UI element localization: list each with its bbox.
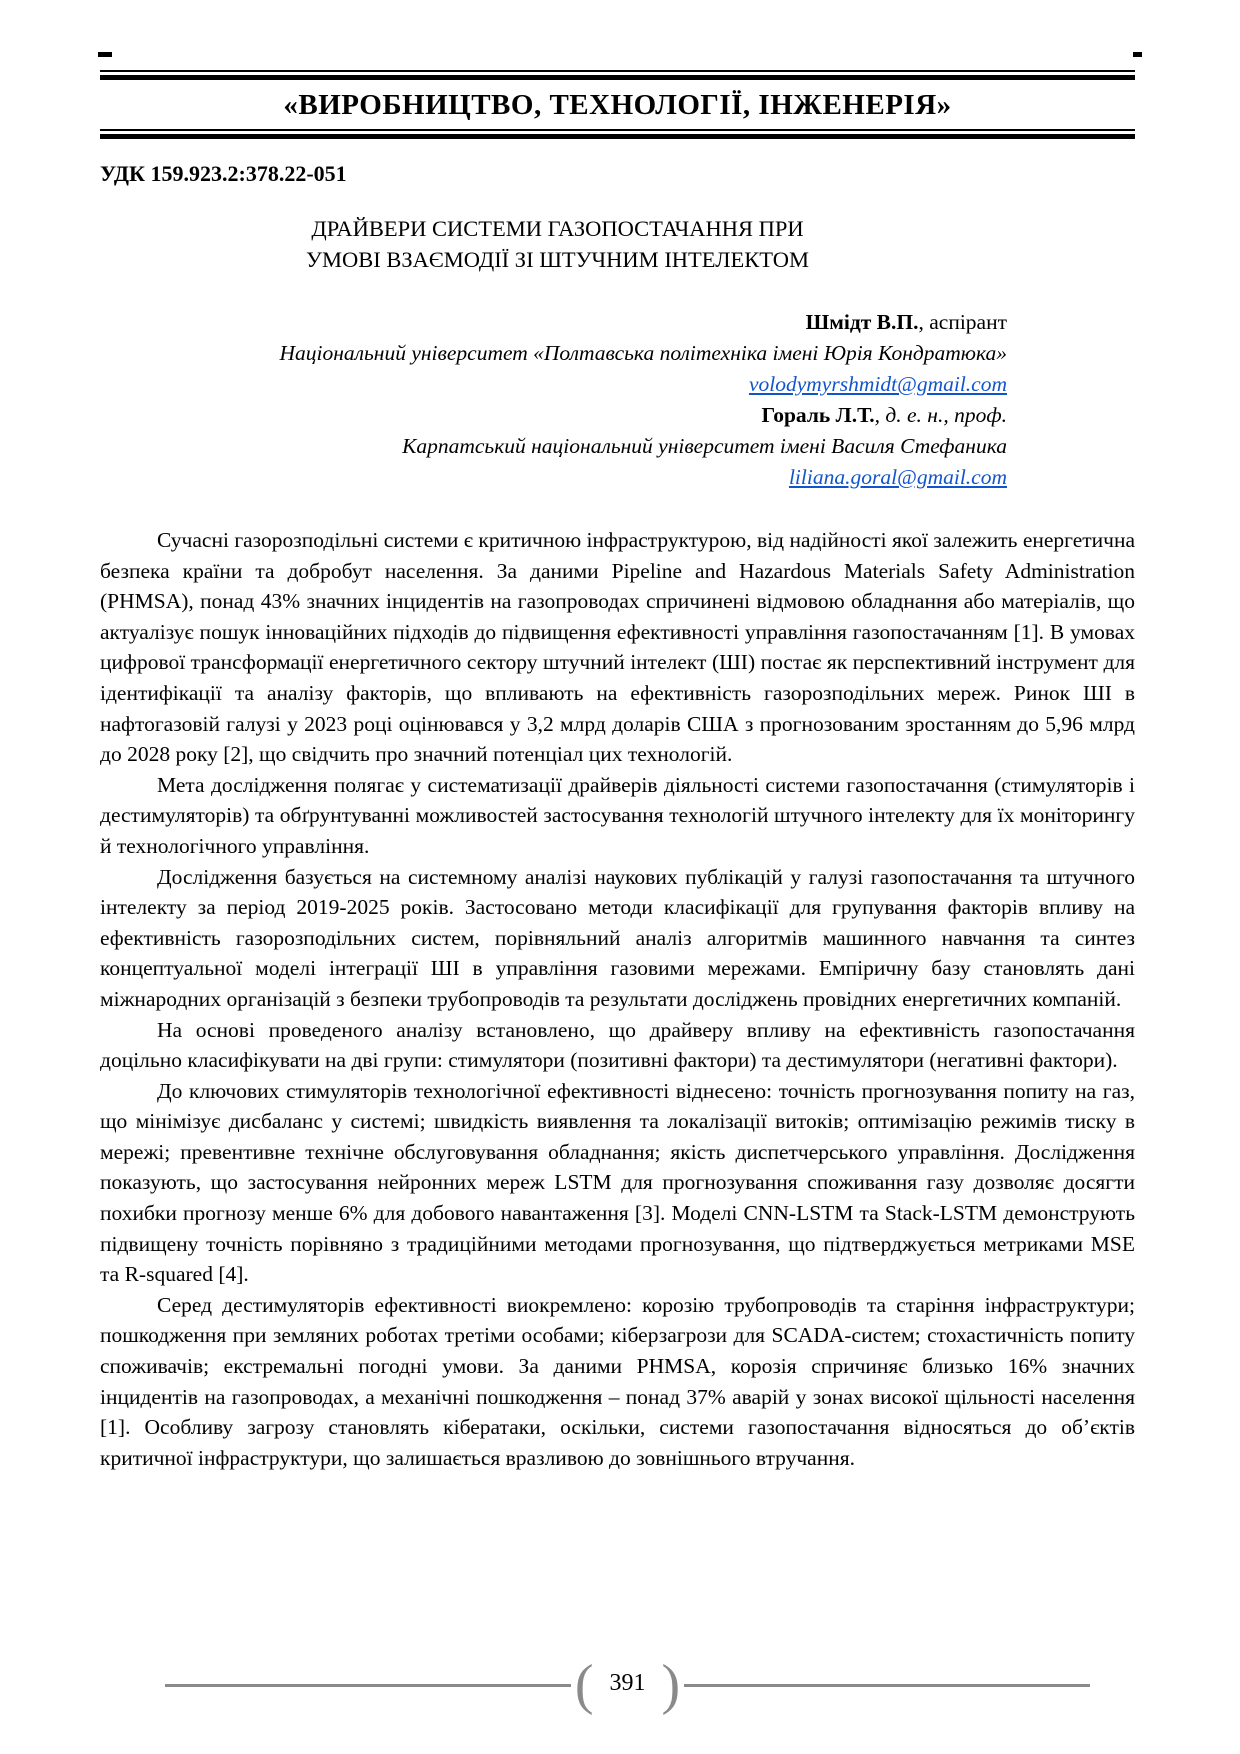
scan-corner-mark-right	[1133, 52, 1142, 57]
author-1-email-link[interactable]: volodymyrshmidt@gmail.com	[748, 372, 1007, 396]
author-1-role: , аспірант	[918, 310, 1007, 334]
paragraph-methodology: Дослідження базується на системному аналізі наукових публікацій у галузі газопостачання та штучного інтелекту за період 2019-2025 років. Застосовано методи класифікації для групування факторів впливу на ефективність газорозподільних систем, порівняльний аналіз алгоритмів машинного навчання та синтез концептуальної моделі інтеграції ШІ в управління газовими мережами. Емпіричну базу становлять дані міжнародних організацій з безпеки трубопроводів та результати досліджень провідних енергетичних компаній.	[100, 864, 1135, 1011]
footer-rule-left	[165, 1684, 571, 1687]
paragraph-destimulators: Серед дестимуляторів ефективності виокремлено: корозію трубопроводів та старіння інфраструктури; пошкодження при земляних роботах третіми особами; кіберзагрози для SCADA-систем; стохастичність попиту споживачів; екстремальні погодні умови. За даними PHMSA, корозія спричиняє близько 16% значних інцидентів на газопроводах, а механічні пошкодження – понад 37% аварій у зонах високої щільності населення [1]. Особливу загрозу становлять кібератаки, оскільки, системи газопостачання відносяться до обʼєктів критичної інфраструктури, що залишається вразливою до зовнішнього втручання.	[100, 1292, 1135, 1470]
footer-rule-right	[684, 1684, 1090, 1687]
author-1-line	[100, 307, 1007, 338]
author-2-affiliation: Карпатський національний університет імені Василя Стефаника	[402, 434, 1007, 458]
article-title-line-2: УМОВІ ВЗАЄМОДІЇ ЗІ ШТУЧНИМ ІНТЕЛЕКТОМ	[306, 247, 809, 272]
paragraph-classification: На основі проведеного аналізу встановлено, що драйверу впливу на ефективність газопостачання доцільно класифікувати на дві групи: стимулятори (позитивні фактори) та дестимулятори (негативні фактори).	[100, 1017, 1135, 1073]
author-1-email-line	[100, 369, 1007, 400]
author-2-email-link[interactable]: liliana.goral@gmail.com	[788, 465, 1007, 489]
article-title-line-1: ДРАЙВЕРИ СИСТЕМИ ГАЗОПОСТАЧАННЯ ПРИ	[311, 216, 804, 241]
page-footer	[165, 1656, 1090, 1714]
author-2-line	[100, 400, 1007, 431]
header-rule-thin-bottom	[100, 129, 1135, 131]
header-rule-thick-top	[100, 75, 1135, 80]
page-number-bracket-right: )	[661, 1654, 681, 1716]
author-2-name: Гораль Л.Т.	[761, 403, 875, 427]
author-2-role: , д. е. н., проф.	[874, 403, 1007, 427]
page-number: 391	[609, 1669, 646, 1696]
article-title	[100, 213, 1135, 275]
header-rule-thin-top	[100, 70, 1135, 72]
journal-title: «ВИРОБНИЦТВО, ТЕХНОЛОГІЇ, ІНЖЕНЕРІЯ»	[283, 89, 952, 121]
scan-corner-mark-left	[98, 52, 112, 57]
journal-header	[100, 70, 1135, 139]
author-block	[100, 307, 1135, 493]
udc-code: УДК 159.923.2:378.22-051	[100, 161, 347, 186]
paragraph-goal: Мета дослідження полягає у систематизації драйверів діяльності системи газопостачання (стимуляторів і дестимуляторів) та обґрунтуванні можливостей застосування технологій штучного інтелекту для їх моніторингу й технологічного управління.	[100, 772, 1135, 858]
author-1-name: Шмідт В.П.	[805, 310, 919, 334]
header-rule-thick-bottom	[100, 134, 1135, 139]
author-2-email-line	[100, 462, 1007, 493]
paragraph-stimulators: До ключових стимуляторів технологічної ефективності віднесено: точність прогнозування попиту на газ, що мінімізує дисбаланс у системі; швидкість виявлення та локалізації витоків; оптимізацію режимів тиску в мережі; превентивне технічне обслуговування обладнання; якість диспетчерського управління. Дослідження показують, що застосування нейронних мереж LSTM для прогнозування споживання газу дозволяє досягти похибки прогнозу менше 6% для добового навантаження [3]. Моделі CNN-LSTM та Stack-LSTM демонструють підвищену точність порівняно з традиційними методами прогнозування, що підтверджується метриками MSE та R-squared [4].	[100, 1078, 1135, 1287]
author-1-affiliation: Національний університет «Полтавська політехніка імені Юрія Кондратюка»	[279, 341, 1007, 365]
article-body	[100, 525, 1135, 1473]
paragraph-introduction: Сучасні газорозподільні системи є критичною інфраструктурою, від надійності якої залежить енергетична безпека країни та добробут населення. За даними Pipeline and Hazardous Materials Safety Administration (PHMSA), понад 43% значних інцидентів на газопроводах спричинені відмовою обладнання або матеріалів, що актуалізує пошук інноваційних підходів до підвищення ефективності управління газопостачанням [1]. В умовах цифрової трансформації енергетичного сектору штучний інтелект (ШІ) постає як перспективний інструмент для ідентифікації та аналізу факторів, що впливають на ефективність газорозподільних мереж. Ринок ШІ в нафтогазовій галузі у 2023 році оцінювався у 3,2 млрд доларів США з прогнозованим зростанням до 5,96 млрд до 2028 року [2], що свідчить про значний потенціал цих технологій.	[100, 528, 1135, 767]
page-number-bracket-left: (	[574, 1654, 594, 1716]
